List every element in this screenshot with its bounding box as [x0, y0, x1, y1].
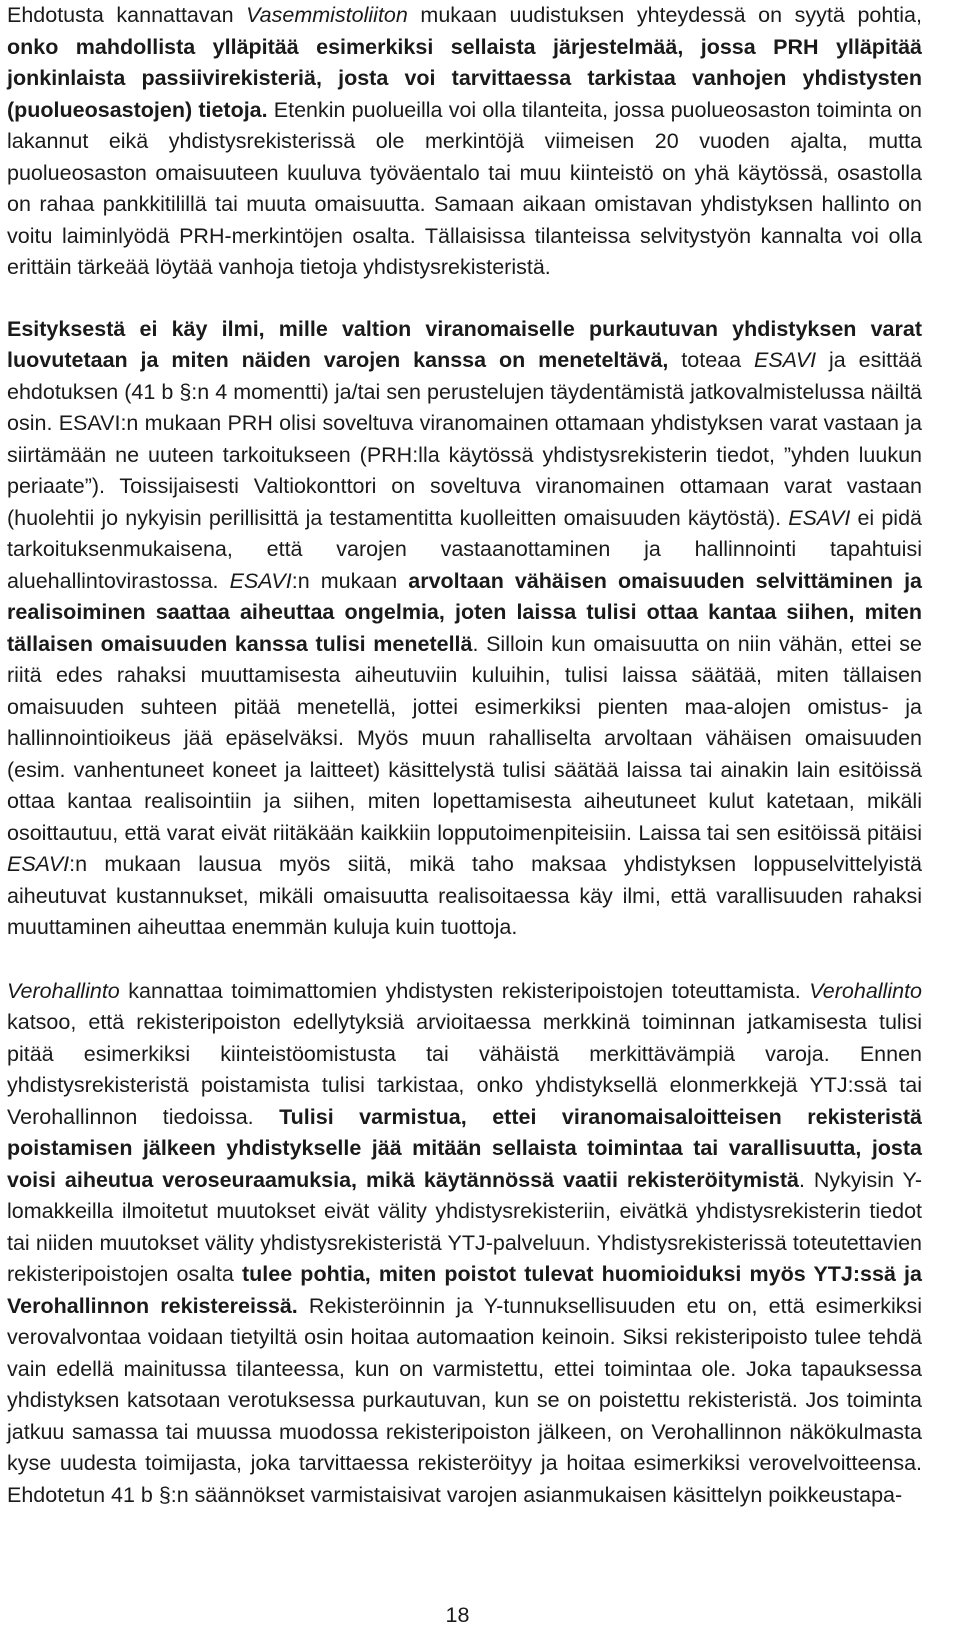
text-segment: Ehdotusta kannattavan: [7, 3, 247, 27]
text-segment-bold: onko mahdollista ylläpitää esimerkiksi sellaista järjestelmää, jossa PRH ylläpitää jonkinlaista passiivirekisteriä, josta voi tarvittaessa tarkistaa vanhojen yhdistysten (puolueosastojen) tietoja.: [7, 34, 922, 122]
text-segment-italic: Verohallinto: [7, 978, 120, 1003]
text-segment: . Silloin kun omaisuutta on niin vähän, ettei se riitä edes rahaksi muuttamisesta aiheutuviin kuluihin, tulisi laissa säätää, miten tällaisen omaisuuden suhteen pitää menetellä, jottei esimerkiksi pienten maa-alojen omistus- ja hallinnointioikeus jää epäselväksi. Myös muun rahalliselta arvoltaan vähäisen omaisuuden (esim. vanhentuneet koneet ja laitteet) käsittelystä tulisi säätää laissa tai ainakin lain esitöissä ottaa kantaa realisointiin ja siihen, miten lopettamisesta aiheutuneet kulut katetaan, mikäli osoittautuu, että varat eivät riitäkään kaikkiin lopputoimenpiteisiin. Laissa tai sen esitöissä pitäisi: [7, 631, 922, 845]
document-page: [7, 0, 922, 1511]
text-segment: ja esittää ehdotuksen (41 b §:n 4 momentti) ja/tai sen perustelujen täydentämistä jatkovalmistelussa näiltä osin. ESAVI:n mukaan PRH olisi soveltuva viranomainen ottamaan yhdistyksen varat vastaan ja siirtämään ne uuteen tarkoitukseen (PRH:lla käytössä yhdistysrekisterin tiedot, ”yhden luukun periaate”). Toissijaisesti Valtiokonttori on soveltuva viranomainen ottamaan varat vastaan (huolehtii jo nykyisin perillisittä ja testamentitta kuolleitten omaisuuden käytöstä).: [7, 348, 923, 530]
text-segment-italic: Verohallinto: [809, 978, 922, 1003]
text-segment: Rekisteröinnin ja Y-tunnuksellisuuden etu on, että esimerkiksi verovalvontaa voidaan tietyiltä osin hoitaa automaation keinoin. Siksi rekisteripoisto tulee tehdä vain edellä mainitussa tilanteessa, kun on varmistettu, ettei toimintaa ole. Joka tapauksessa yhdistyksen katsotaan verotuksessa purkautuvan, kun se on poistettu rekisteristä. Jos toiminta jatkuu samassa tai muussa muodossa rekisteripoiston jälkeen, on Verohallinnon näkökulmasta kyse uudesta toimijasta, joka tarvittaessa rekisteröityy ja hoitaa esimerkiksi verovelvoitteensa. Ehdotetun 41 b §:n säännökset varmistaisivat varojen asianmukaisen käsittelyn poikkeustapa-: [7, 1293, 922, 1507]
paragraph-vasemmistoliitto: [7, 0, 922, 284]
text-segment: Etenkin puolueilla voi olla tilanteita, jossa puolueosaston toiminta on lakannut eikä yhdistysrekisterissä ole merkintöjä viimeisen 20 vuoden ajalta, mutta puolueosaston omaisuuteen kuuluva työväentalo tai muu kiinteistö on yhä käytössä, osastolla on rahaa pankkitilillä tai muuta omaisuutta. Samaan aikaan omistavan yhdistyksen hallinto on voitu laiminlyödä PRH-merkintöjen osalta. Tällaisissa tilanteissa selvitystyön kannalta voi olla erittäin tärkeää löytää vanhoja tietoja yhdistysrekisteristä.: [7, 97, 922, 279]
text-segment: :n mukaan lausua myös siitä, mikä taho maksaa yhdistyksen loppuselvittelyistä aiheutuvat kustannukset, mikäli omaisuutta realisoitaessa käy ilmi, että varallisuuden rahaksi muuttaminen aiheuttaa enemmän kuluja kuin tuottoja.: [7, 852, 922, 939]
text-segment-italic: Vasemmistoliiton: [246, 3, 408, 27]
paragraph-verohallinto: [7, 976, 922, 1512]
text-segment-italic: ESAVI: [7, 852, 70, 876]
text-segment: ei pidä tarkoituksenmukaisena, että varojen vastaanottaminen ja hallinnointi tapahtuisi aluehallintovirastossa.: [7, 505, 922, 593]
text-segment: mukaan uudistuksen yhteydessä on syytä pohtia,: [407, 3, 922, 27]
text-segment: kannattaa toimimattomien yhdistysten rekisteripoistojen toteuttamista.: [119, 978, 810, 1003]
text-segment-bold: arvoltaan vähäisen omaisuuden selvittäminen ja realisoiminen saattaa aiheuttaa ongelmia, joten laissa tulisi ottaa kantaa siihen, miten tällaisen omaisuuden kanssa tulisi menetellä: [7, 568, 922, 656]
text-segment: :n mukaan: [291, 568, 409, 593]
text-segment: toteaa: [668, 348, 754, 372]
page-number: 18: [445, 1603, 470, 1627]
text-segment-italic: ESAVI: [229, 568, 292, 593]
text-segment: katsoo, että rekisteripoiston edellytyksiä arvioitaessa merkkinä toiminnan jatkamisesta tulisi pitää esimerkiksi kiinteistöomistusta tai vähäistä merkittävämpiä varoja. Ennen yhdistysrekisteristä poistamista tulisi tarkistaa, onko yhdistyksellä elonmerkkejä YTJ:ssä tai Verohallinnon tiedoissa.: [7, 1010, 922, 1129]
text-segment-bold: tulee pohtia, miten poistot tulevat huomioiduksi myös YTJ:ssä ja Verohallinnon rekistereissä.: [7, 1262, 922, 1318]
text-segment-bold: Tulisi varmistua, ettei viranomaisaloitteisen rekisteristä poistamisen jälkeen yhdistykselle jää mitään sellaista toimintaa tai varallisuutta, josta voisi aiheutua veroseuraamuksia, mikä käytännössä vaatii rekisteröitymistä: [7, 1104, 923, 1192]
text-segment: . Nykyisin Y-lomakkeilla ilmoitetut muutokset eivät välity yhdistysrekisteriin, eivätkä yhdistysrekisterin tiedot tai niiden muutokset välity yhdistysrekisteristä YTJ-palveluun. Yhdistysrekisterissä toteutettavien rekisteripoistojen osalta: [7, 1167, 922, 1286]
text-segment-italic: ESAVI: [788, 505, 851, 530]
text-segment-italic: ESAVI: [753, 348, 817, 372]
text-segment-bold: Esityksestä ei käy ilmi, mille valtion viranomaiselle purkautuvan yhdistyksen varat luovutetaan ja miten näiden varojen kanssa on meneteltävä,: [7, 316, 922, 372]
paragraph-esavi: [7, 314, 922, 944]
